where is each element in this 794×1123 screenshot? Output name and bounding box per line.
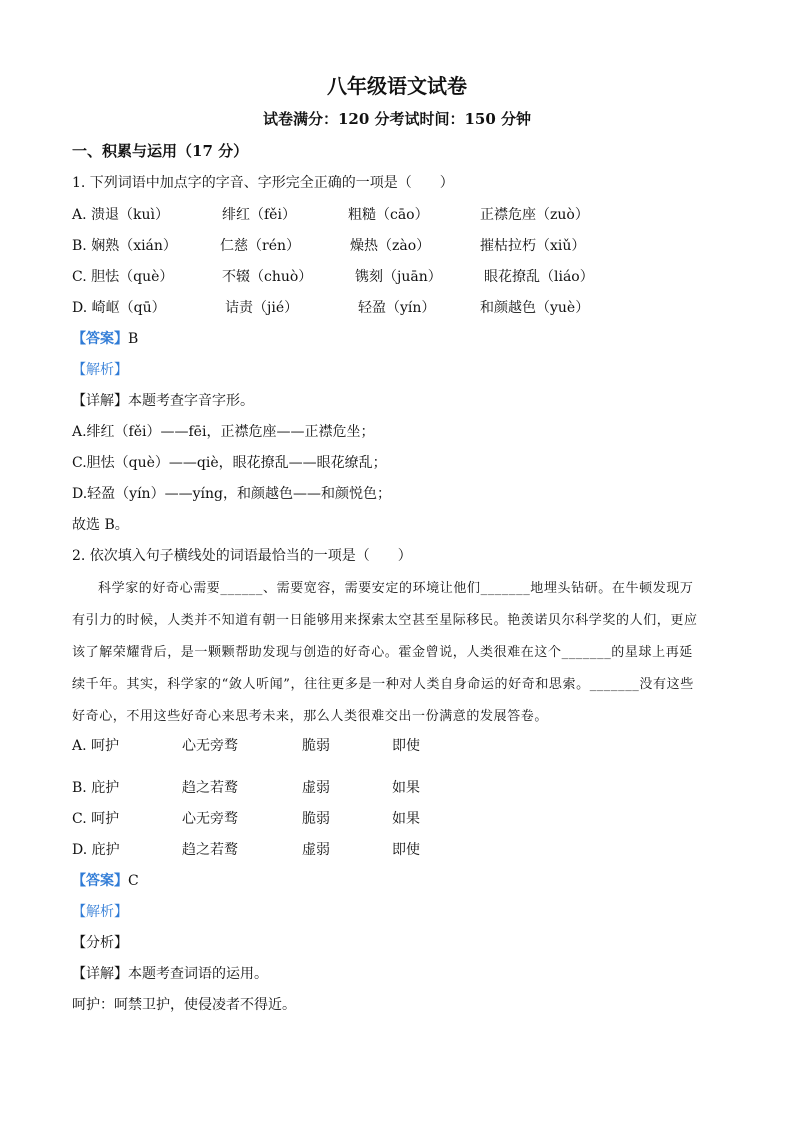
q2-option-c-2: 心无旁骛 [182, 811, 238, 827]
q2-passage-line: 该了解荣耀背后，是一颗颗帮助发现与创造的好奇心。霍金曾说，人类很难在这个_______的星球上再延 [72, 645, 693, 660]
q2-fenxi-label: 【分析】 [72, 935, 128, 951]
q1-option-a-4: 正襟危座（zuò） [480, 207, 589, 223]
answer-value: C [128, 873, 139, 889]
page-title: 八年级语文试卷 [327, 74, 467, 98]
q2-option-c-3: 脆弱 [302, 811, 330, 827]
q2-option-c-4: 如果 [392, 811, 420, 827]
answer-label: 【答案】 [72, 873, 128, 889]
q2-passage-line: 有引力的时候，人类并不知道有朝一日能够用来探索太空甚至星际移民。艳羡诺贝尔科学奖的人们，更应 [72, 613, 698, 628]
q1-option-d-4: 和颜越色（yuè） [480, 300, 590, 316]
q2-passage-line: 科学家的好奇心需要______、需要宽容，需要安定的环境让他们_______地埋头钻研。在牛顿发现万 [98, 581, 694, 596]
answer-value: B [128, 331, 139, 347]
q2-option-c-1: C. 呵护 [72, 811, 120, 827]
q1-option-b-4: 摧枯拉朽（xiǔ） [480, 238, 586, 254]
q1-option-b-2: 仁慈（rén） [220, 238, 300, 254]
q2-option-b-3: 虚弱 [302, 780, 330, 796]
q2-option-b-4: 如果 [392, 780, 420, 796]
q1-answer [72, 328, 138, 348]
q2-option-a-4: 即使 [392, 738, 420, 754]
q2-option-d-2: 趋之若鹜 [182, 842, 238, 858]
section-heading: 一、积累与运用（17 分） [72, 142, 249, 160]
q2-option-b-2: 趋之若鹜 [182, 780, 238, 796]
q2-option-d-3: 虚弱 [302, 842, 330, 858]
q1-explain-line: A.绯红（fěi）——fēi，正襟危座——正襟危坐； [72, 424, 375, 440]
q1-option-d-3: 轻盈（yín） [358, 300, 436, 316]
q2-option-a-3: 脆弱 [302, 738, 330, 754]
q2-option-d-1: D. 庇护 [72, 842, 120, 858]
q1-detail [72, 390, 254, 410]
q1-option-c-1: C. 胆怯（què） [72, 269, 174, 285]
q2-analysis-label: 【解析】 [72, 904, 128, 920]
q1-explain-line: D.轻盈（yín）——yíng，和颜越色——和颜悦色； [72, 486, 391, 502]
q1-option-c-3: 镌刻（juān） [355, 269, 442, 285]
q2-option-a-2: 心无旁骛 [182, 738, 238, 754]
detail-label: 【详解】 [72, 393, 128, 409]
q1-option-b-3: 燥热（zào） [350, 238, 431, 254]
q1-explain-line: C.胆怯（què）——qiè，眼花撩乱——眼花缭乱； [72, 455, 387, 471]
q1-conclusion: 故选 B。 [72, 517, 129, 533]
q2-passage-line: 续千年。其实，科学家的“敛人听闻”，往往更多是一种对人类自身命运的好奇和思索。_______没有这些 [72, 677, 694, 692]
q1-option-c-2: 不辍（chuò） [222, 269, 313, 285]
detail-text: 本题考查字音字形。 [128, 393, 254, 409]
q2-detail [72, 963, 268, 983]
q2-option-a-1: A. 呵护 [72, 738, 120, 754]
detail-text: 本题考查词语的运用。 [128, 966, 268, 982]
exam-info: 试卷满分：120 分考试时间：150 分钟 [262, 110, 532, 128]
q2-option-b-1: B. 庇护 [72, 780, 120, 796]
q2-stem: 2. 依次填入句子横线处的词语最恰当的一项是（ ） [72, 548, 412, 564]
q1-option-a-1: A. 溃退（kuì） [72, 207, 169, 223]
q2-option-d-4: 即使 [392, 842, 420, 858]
q2-explain-line: 呵护：呵禁卫护，使侵凌者不得近。 [72, 997, 296, 1013]
q1-option-b-1: B. 娴熟（xián） [72, 238, 177, 254]
q1-analysis-label: 【解析】 [72, 362, 128, 378]
q2-answer [72, 870, 139, 890]
q1-option-a-3: 粗糙（cāo） [348, 207, 429, 223]
q1-stem: 1. 下列词语中加点字的字音、字形完全正确的一项是（ ） [72, 175, 454, 191]
q2-passage-line: 好奇心，不用这些好奇心来思考未来，那么人类很难交出一份满意的发展答卷。 [72, 709, 549, 724]
q1-option-d-1: D. 崎岖（qū） [72, 300, 166, 316]
q1-option-a-2: 绯红（fěi） [222, 207, 296, 223]
q1-option-d-2: 诘责（jié） [225, 300, 299, 316]
detail-label: 【详解】 [72, 966, 128, 982]
answer-label: 【答案】 [72, 331, 128, 347]
q1-option-c-4: 眼花撩乱（liáo） [484, 269, 594, 285]
